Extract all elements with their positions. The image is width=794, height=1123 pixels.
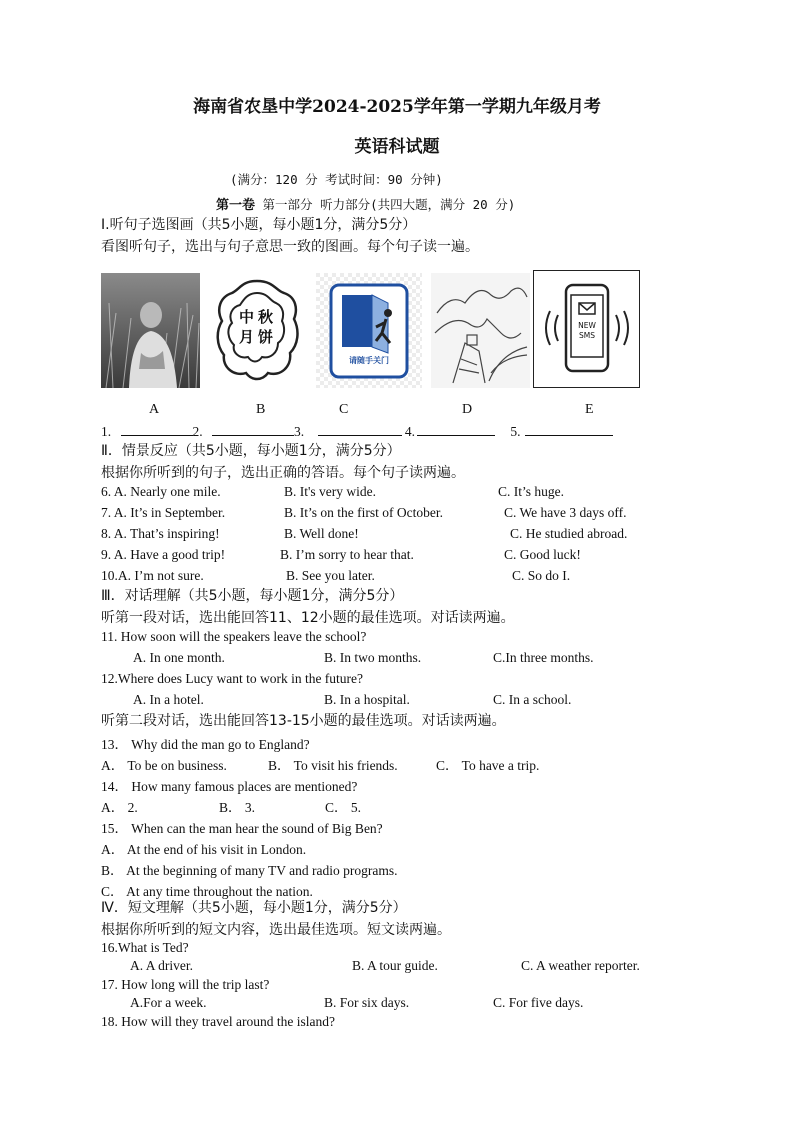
q9-option-c: C. Good luck! <box>504 547 581 562</box>
page-title: 海南省农垦中学2024-2025学年第一学期九年级月考 <box>193 97 601 117</box>
answer-blanks-row <box>101 423 613 440</box>
door-sign-picture <box>316 273 422 388</box>
mooncake-icon <box>212 273 302 388</box>
blank-label-3: 3. <box>294 424 305 439</box>
volume-title: 第一卷 <box>216 198 256 213</box>
q16-option-a: A. A driver. <box>130 958 193 973</box>
sms-text-1: NEW <box>578 321 596 330</box>
q15-option-c: C． At any time throughout the nation. <box>101 884 313 899</box>
score-info: (满分：120 分 考试时间：90 分钟) <box>230 172 443 187</box>
q11-option-a: A. In one month. <box>133 650 225 665</box>
q16-text: 16.What is Ted? <box>101 940 189 955</box>
q17-option-b: B. For six days. <box>324 995 410 1010</box>
phone-picture <box>533 270 640 388</box>
q13-option-b: B． To visit his friends. <box>268 758 398 773</box>
great-wall-sketch <box>431 273 530 388</box>
blank-label-2: 2. <box>192 424 203 439</box>
q17-text: 17. How long will the trip last? <box>101 977 270 992</box>
q7-option-c: C. We have 3 days off. <box>504 505 627 520</box>
q12-option-a: A. In a hotel. <box>133 692 204 707</box>
q8-option-a: 8. A. That’s inspiring! <box>101 526 220 541</box>
q13-option-c: C． To have a trip. <box>436 758 540 773</box>
section4-heading: Ⅳ．短文理解（共5小题，每小题1分，满分5分） <box>101 900 407 916</box>
q6-option-c: C. It’s huge. <box>498 484 564 499</box>
q12-option-c: C. In a school. <box>493 692 572 707</box>
picture-label-e: E <box>585 402 594 417</box>
q11-option-c: C.In three months. <box>493 650 594 665</box>
q9-option-a: 9. A. Have a good trip! <box>101 547 226 562</box>
answer-blank-1[interactable] <box>121 423 193 436</box>
picture-label-a: A <box>149 402 160 417</box>
mooncake-char-1: 中 <box>239 308 255 326</box>
blank-label-4: 4. <box>404 424 415 439</box>
q13-option-a: A． To be on business. <box>101 758 227 773</box>
picture-label-d: D <box>462 402 473 417</box>
q13-text: 13． Why did the man go to England? <box>101 737 310 752</box>
q10-option-b: B. See you later. <box>286 568 375 583</box>
q18-text: 18. How will they travel around the island? <box>101 1014 335 1029</box>
q16-option-b: B. A tour guide. <box>352 958 438 973</box>
q14-text: 14． How many famous places are mentioned? <box>101 779 358 794</box>
picture-label-c: C <box>339 402 349 417</box>
q15-text: 15． When can the man hear the sound of Big Ben? <box>101 821 383 836</box>
q8-option-b: B. Well done! <box>284 526 359 541</box>
q8-option-c: C. He studied abroad. <box>510 526 628 541</box>
section1-heading: I.听句子选图画（共5小题，每小题1分，满分5分） <box>101 217 417 233</box>
section3-heading: Ⅲ．对话理解（共5小题，每小题1分，满分5分） <box>101 588 404 604</box>
q15-option-b: B． At the beginning of many TV and radio programs. <box>101 863 398 878</box>
q11-option-b: B. In two months. <box>324 650 422 665</box>
door-sign-icon <box>316 273 422 388</box>
q7-option-b: B. It’s on the first of October. <box>284 505 443 520</box>
section3-instruction-1: 听第一段对话，选出能回答11、12小题的最佳选项。对话读两遍。 <box>101 610 515 626</box>
q7-option-a: 7. A. It’s in September. <box>101 505 226 520</box>
answer-blank-3[interactable] <box>318 423 402 436</box>
mooncake-picture <box>212 273 302 388</box>
q11-text: 11. How soon will the speakers leave the school? <box>101 629 367 644</box>
section4-instruction: 根据你所听到的短文内容，选出最佳选项。短文读两遍。 <box>101 922 451 938</box>
volume-line <box>216 194 515 213</box>
q9-option-b: B. I’m sorry to hear that. <box>280 547 414 562</box>
q6-option-b: B. It's very wide. <box>284 484 377 499</box>
picture-label-b: B <box>256 402 266 417</box>
section2-instruction: 根据你所听到的句子，选出正确的答语。每个句子读两遍。 <box>101 465 465 481</box>
answer-blank-4[interactable] <box>417 423 495 436</box>
section3-instruction-2: 听第二段对话，选出能回答13-15小题的最佳选项。对话读两遍。 <box>101 713 506 729</box>
section1-instruction: 看图听句子，选出与句子意思一致的图画。每个句子读一遍。 <box>101 239 479 255</box>
q10-option-c: C. So do I. <box>512 568 571 583</box>
q16-option-c: C. A weather reporter. <box>521 958 640 973</box>
sms-text-2: SMS <box>579 331 595 340</box>
mooncake-char-4: 饼 <box>258 328 274 346</box>
blank-label-5: 5. <box>510 424 521 439</box>
mooncake-char-2: 秋 <box>258 308 274 326</box>
volume-desc: 第一部分 听力部分(共四大题，满分 20 分) <box>262 197 516 212</box>
blank-label-1: 1. <box>101 424 112 439</box>
answer-blank-5[interactable] <box>525 423 613 436</box>
mooncake-char-3: 月 <box>239 328 255 346</box>
answer-blank-2[interactable] <box>212 423 294 436</box>
q14-option-c: C． 5. <box>325 800 362 815</box>
farmer-photo <box>101 273 200 388</box>
q12-text: 12.Where does Lucy want to work in the future? <box>101 671 364 686</box>
q17-option-c: C. For five days. <box>493 995 584 1010</box>
farmer-photo-icon <box>101 273 200 388</box>
q17-option-a: A.For a week. <box>130 995 207 1010</box>
door-sign-text: 请随手关门 <box>349 356 389 365</box>
q6-option-a: 6. A. Nearly one mile. <box>101 484 221 499</box>
section2-heading: Ⅱ．情景反应（共5小题，每小题1分，满分5分） <box>101 443 401 459</box>
q14-option-b: B． 3. <box>219 800 256 815</box>
page-subtitle: 英语科试题 <box>354 137 440 157</box>
great-wall-picture <box>431 273 530 388</box>
q15-option-a: A． At the end of his visit in London. <box>101 842 307 857</box>
q14-option-a: A． 2. <box>101 800 138 815</box>
q10-option-a: 10.A. I’m not sure. <box>101 568 204 583</box>
q12-option-b: B. In a hospital. <box>324 692 410 707</box>
phone-sms-icon <box>534 271 638 386</box>
